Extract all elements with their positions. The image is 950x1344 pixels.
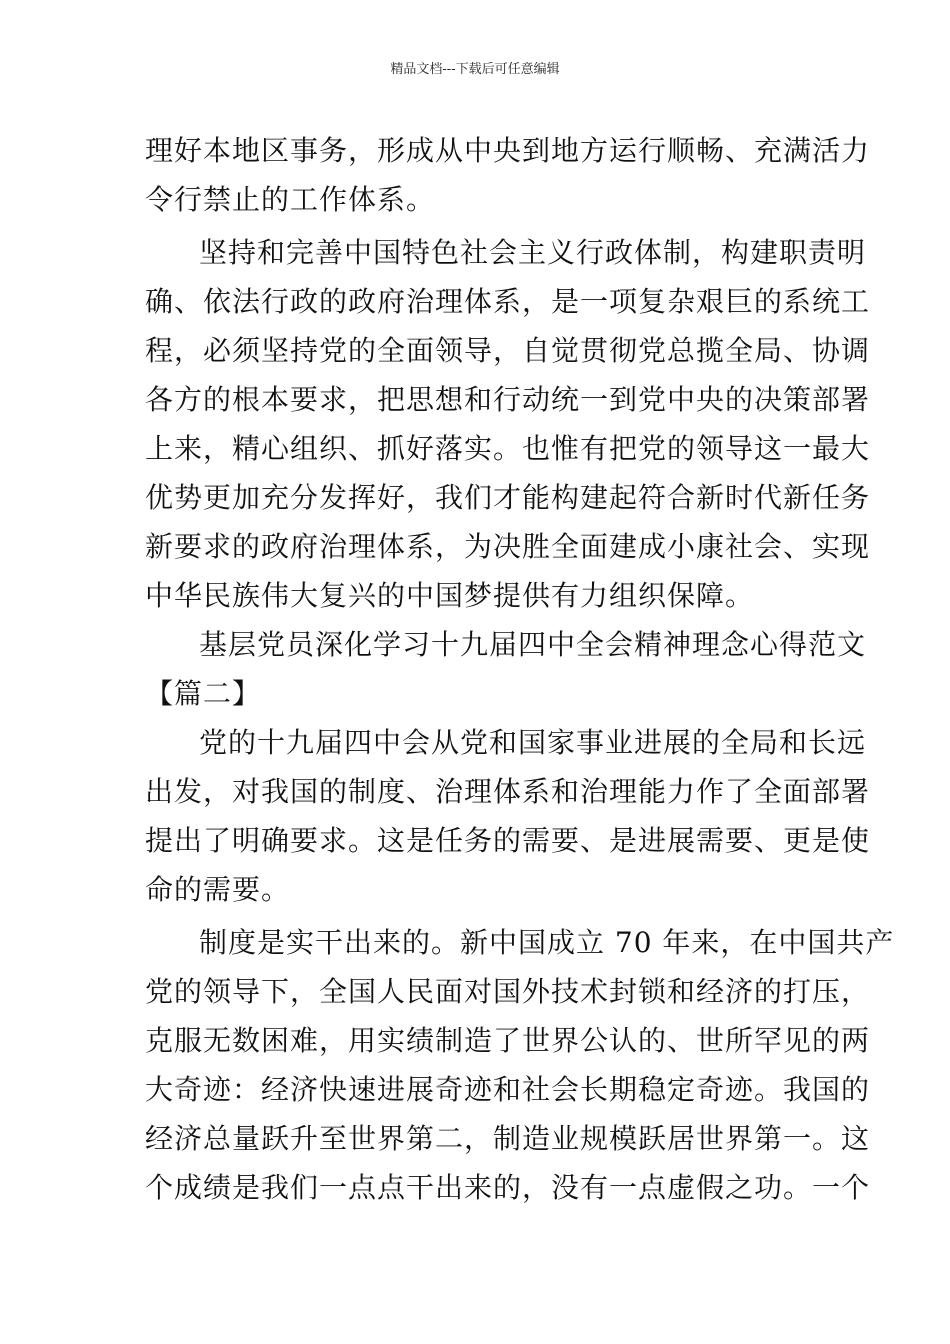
text-line: 克服无数困难，用实绩制造了世界公认的、世所罕见的两 xyxy=(145,1024,871,1057)
text-line: 基层党员深化学习十九届四中全会精神理念心得范文 xyxy=(199,628,867,661)
text-line: 程，必须坚持党的全面领导，自觉贯彻党总揽全局、协调 xyxy=(145,334,871,367)
text-line: 各方的根本要求，把思想和行动统一到党中央的决策部署 xyxy=(145,383,871,416)
text-line: 大奇迹：经济快速进展奇迹和社会长期稳定奇迹。我国的 xyxy=(145,1073,871,1106)
text-line: 中华民族伟大复兴的中国梦提供有力组织保障。 xyxy=(145,579,755,612)
text-line: 个成绩是我们一点点干出来的，没有一点虚假之功。一个 xyxy=(145,1171,871,1204)
paragraph xyxy=(145,918,895,1212)
text-line: 优势更加充分发挥好，我们才能构建起符合新时代新任务 xyxy=(145,481,871,514)
paragraph xyxy=(145,228,871,620)
text-line: 上来，精心组织、抓好落实。也惟有把党的领导这一最大 xyxy=(145,432,871,465)
section-title xyxy=(145,620,867,718)
text-line: 党的十九届四中会从党和国家事业进展的全局和长远 xyxy=(199,726,867,759)
text-line: 制度是实干出来的。新中国成立 70 年来，在中国共产 xyxy=(199,926,895,959)
paragraph xyxy=(145,718,871,914)
text-line: 新要求的政府治理体系，为决胜全面建成小康社会、实现 xyxy=(145,530,871,563)
text-line: 命的需要。 xyxy=(145,873,291,906)
text-line: 坚持和完善中国特色社会主义行政体制，构建职责明 xyxy=(199,236,867,269)
text-line: 经济总量跃升至世界第二，制造业规模跃居世界第一。这 xyxy=(145,1122,871,1155)
text-line: 令行禁止的工作体系。 xyxy=(145,183,436,216)
text-line: 党的领导下，全国人民面对国外技术封锁和经济的打压， xyxy=(145,975,871,1008)
text-line: 确、依法行政的政府治理体系，是一项复杂艰巨的系统工 xyxy=(145,285,871,318)
document-body xyxy=(145,126,895,1212)
text-line: 提出了明确要求。这是任务的需要、是进展需要、更是使 xyxy=(145,824,871,857)
text-line: 理好本地区事务，形成从中央到地方运行顺畅、充满活力 xyxy=(145,134,871,167)
text-line: 出发，对我国的制度、治理体系和治理能力作了全面部署 xyxy=(145,775,871,808)
paragraph xyxy=(145,126,871,224)
text-line: 【篇二】 xyxy=(145,677,262,710)
page-header: 精品文档---下载后可任意编辑 xyxy=(390,62,560,77)
